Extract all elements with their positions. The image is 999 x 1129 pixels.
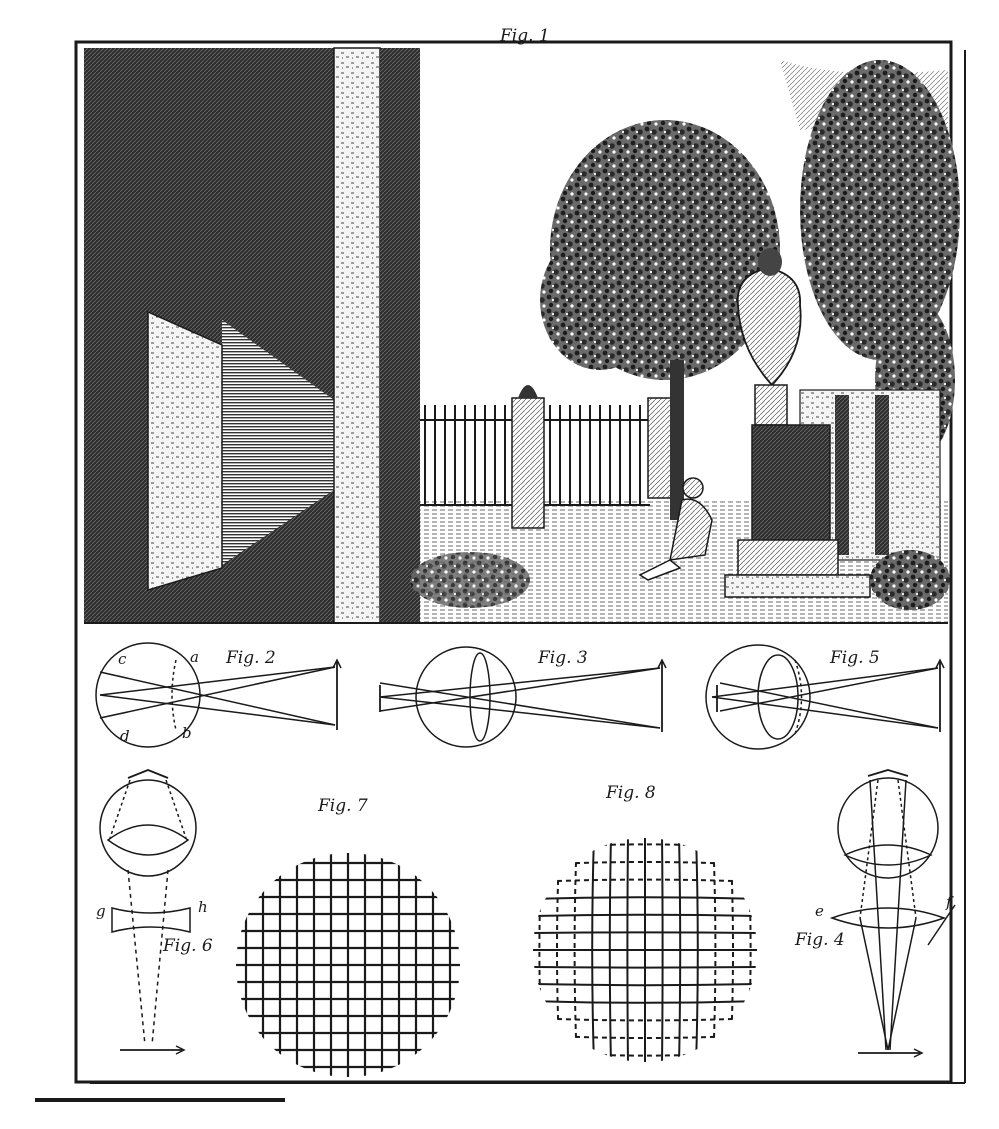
fig6-label: Fig. 6 [163, 936, 213, 956]
fig7-label: Fig. 7 [318, 796, 368, 816]
letter-a: a [190, 648, 199, 666]
letter-e: e [815, 902, 824, 920]
letter-d: d [120, 727, 130, 745]
fig4-label: Fig. 4 [795, 930, 845, 950]
fig5-label: Fig. 5 [830, 648, 880, 668]
letter-c: c [118, 650, 127, 668]
letter-b: b [182, 724, 192, 742]
fig8-grid-line [662, 835, 663, 1065]
fig3-label: Fig. 3 [538, 648, 588, 668]
wall-column [334, 48, 380, 623]
fig1-scene [84, 48, 960, 623]
gate-pillar [512, 398, 544, 528]
fig1-label: Fig. 1 [500, 26, 550, 46]
fig8-grid-line [530, 967, 760, 968]
fig2-label: Fig. 2 [226, 648, 276, 668]
letter-h: h [198, 898, 208, 916]
fig8-label: Fig. 8 [606, 783, 656, 803]
projection-screen [148, 312, 222, 590]
letter-f: f [946, 893, 952, 911]
letter-g: g [96, 902, 106, 920]
